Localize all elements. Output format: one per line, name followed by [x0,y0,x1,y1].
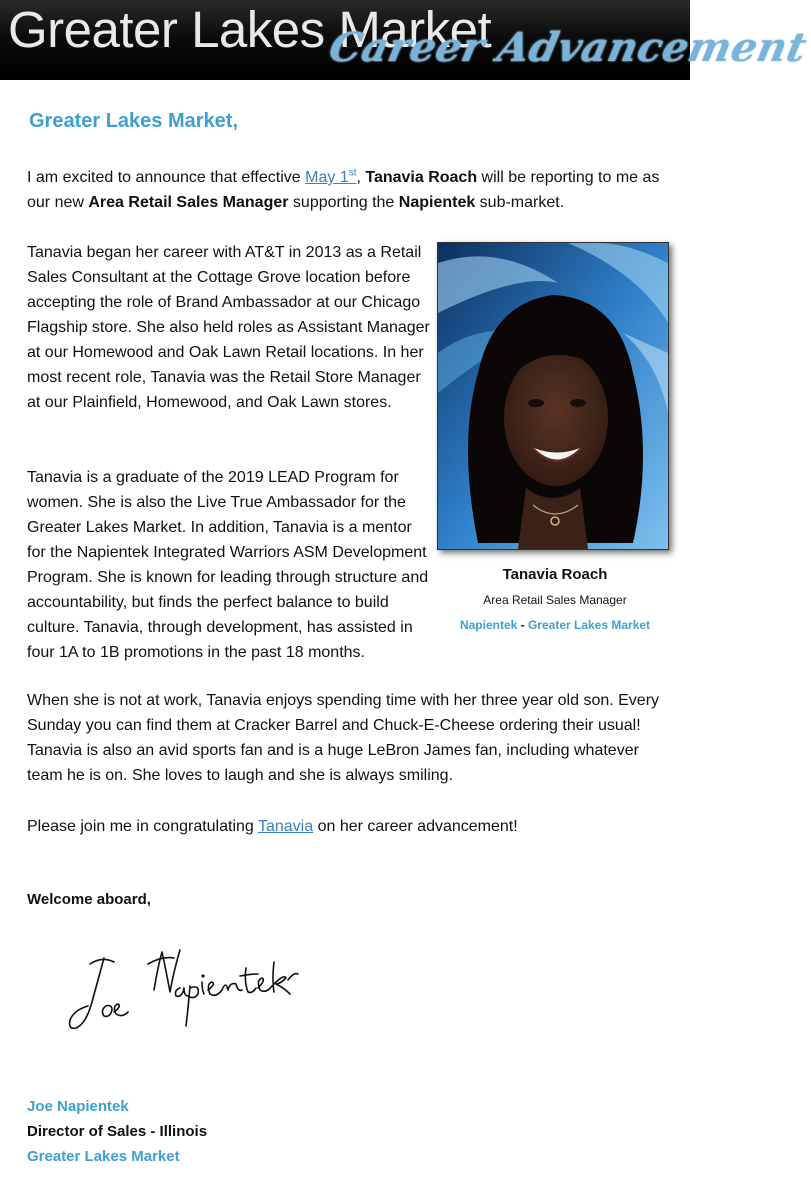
personal-paragraph: When she is not at work, Tanavia enjoys spending time with her three year old son. Every Sunday you can find them at Cracker Barrel and Chuck-E-Cheese ordering their usual! Tanavia is also an avid sports fan and is a huge LeBron James fan, including whatever team he is on. She loves to laugh and she is always smiling. [27,692,660,784]
congrats-text-1: Please join me in congratulating [27,818,258,835]
intro-text-3: will be reporting to me as our new [27,169,660,211]
date-link-text: May 1 [305,169,349,186]
greeting: Greater Lakes Market, [29,110,239,132]
intro-text-1: I am excited to announce that effective [27,169,306,186]
tanavia-link[interactable]: Tanavia [257,818,314,835]
intro-paragraph [27,165,667,215]
banner-title: Greater Lakes Market [8,1,492,58]
profile-photo [437,242,669,550]
intro-text-4: supporting the [288,194,399,211]
caption-submarket: Napientek [459,618,518,632]
congrats-paragraph [27,814,667,839]
lead-paragraph: Tanavia is a graduate of the 2019 LEAD Program for women. She is also the Live True Ambassador for the Greater Lakes Market. In addition, Tanavia is a mentor for the Napientek Integrated Warriors ASM Development Program. She is known for leading through structure and accountability, but finds the perfect balance to build culture. Tanavia, through development, has assisted in four 1A to 1B promotions in the past 18 months. [27,469,429,661]
closing-line: Welcome aboard, [27,891,151,908]
caption-market: Greater Lakes Market [527,618,651,632]
banner-subtitle: Career Advancement [325,24,811,71]
caption-separator: - [517,618,528,632]
signoff-market: Greater Lakes Market [27,1148,180,1165]
career-paragraph: Tanavia began her career with AT&T in 2013 as a Retail Sales Consultant at the Cottage Grove location before accepting the role of Brand Ambassador at our Chicago Flagship store. She also held roles as Assistant Manager at our Homewood and Oak Lawn Retail locations. In her most recent role, Tanavia was the Retail Store Manager at our Plainfield, Homewood, and Oak Lawn stores. [27,244,430,411]
handwritten-signature [62,940,302,1040]
photo-caption-title: Area Retail Sales Manager [483,593,627,607]
portrait-illustration [438,243,668,549]
signoff-title: Director of Sales - Illinois [27,1123,208,1140]
congrats-text-2: on her career advancement! [313,818,518,835]
header-banner [0,0,811,80]
intro-text-5: sub-market. [475,194,565,211]
submarket-name: Napientek [398,194,476,211]
intro-text-2: , [356,169,366,186]
photo-caption-market [437,618,673,632]
role-title: Area Retail Sales Manager [88,194,289,211]
date-link[interactable] [305,169,356,186]
signoff-name: Joe Napientek [27,1098,129,1115]
date-superscript: st [348,167,357,179]
photo-caption-name: Tanavia Roach [502,566,608,583]
employee-name: Tanavia Roach [365,169,478,186]
